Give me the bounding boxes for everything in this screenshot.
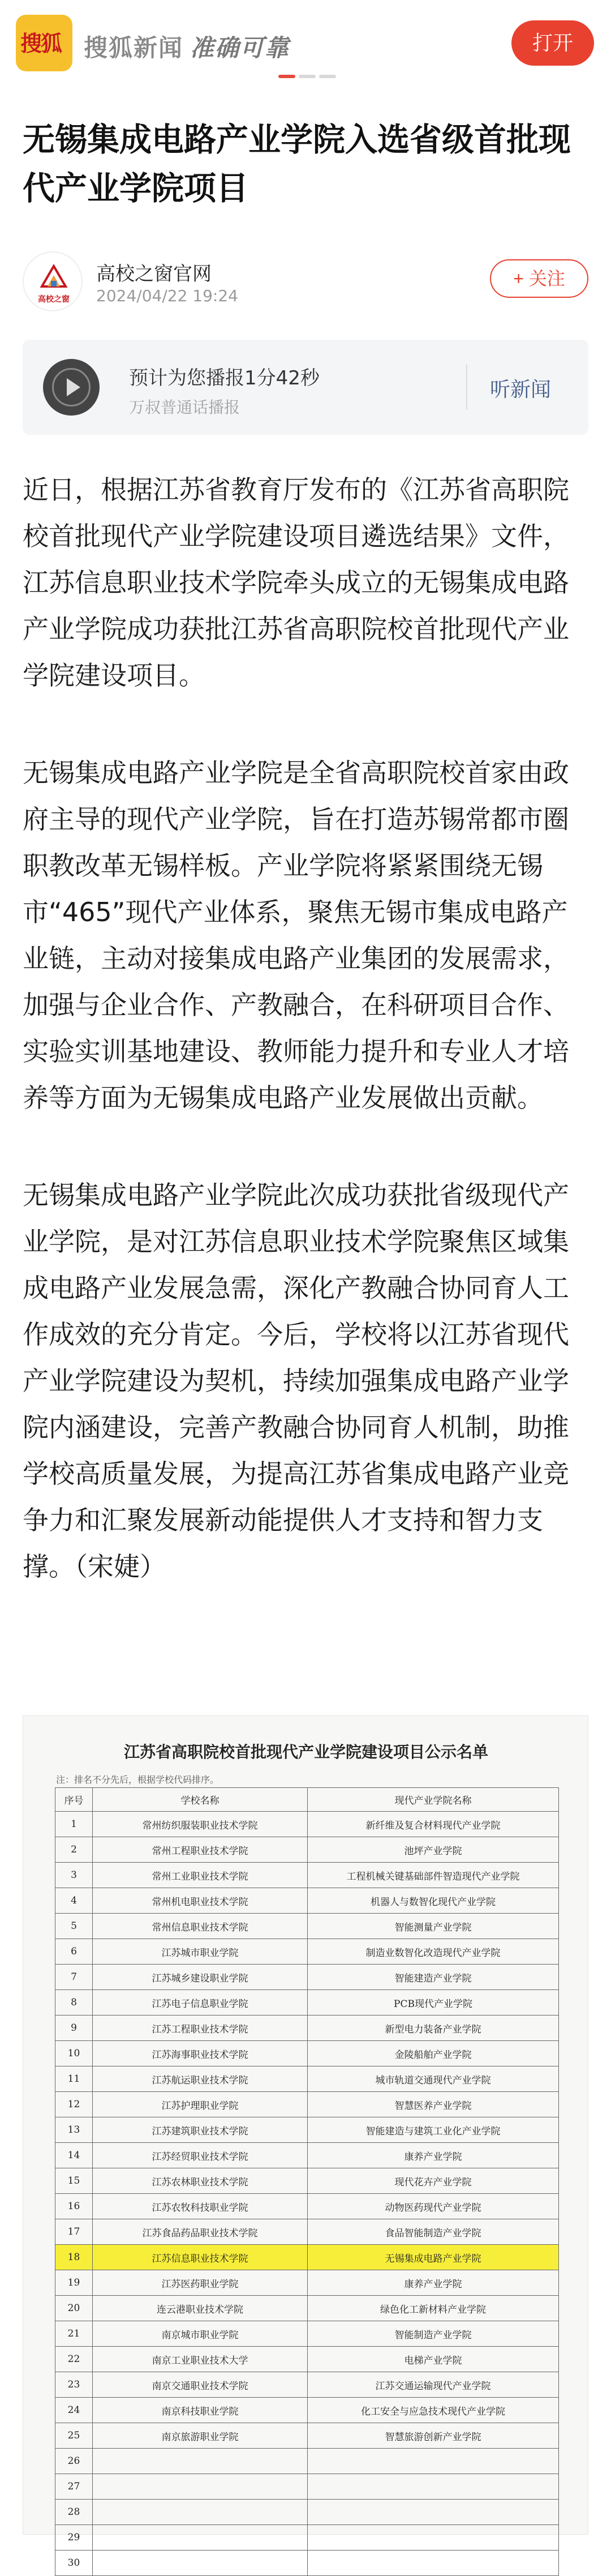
cell-index: 17	[55, 2219, 93, 2245]
project-list-table	[55, 1787, 559, 2576]
table-row	[55, 2423, 559, 2449]
cell-school: 江苏农林职业技术学院	[93, 2168, 308, 2194]
cell-school: 江苏电子信息职业学院	[93, 1990, 308, 2016]
audio-divider	[466, 365, 467, 410]
cell-college	[308, 2551, 559, 2576]
cell-college: 新纤维及复合材料现代产业学院	[308, 1812, 559, 1837]
cell-index: 10	[55, 2041, 93, 2066]
cell-college	[308, 2449, 559, 2474]
brand-label: 搜狐新闻	[84, 34, 184, 62]
cell-index: 25	[55, 2423, 93, 2449]
document-note: 注：排名不分先后，根据学校代码排序。	[56, 1774, 220, 1785]
table-row	[55, 1888, 559, 1914]
cell-index: 3	[55, 1863, 93, 1888]
cell-index: 12	[55, 2092, 93, 2117]
publish-date: 2024/04/22 19:24	[96, 286, 238, 305]
indicator-dot	[299, 75, 316, 78]
cell-index: 5	[55, 1914, 93, 1939]
table-row	[55, 2245, 559, 2270]
table-row	[55, 2347, 559, 2372]
cell-school: 江苏护理职业学院	[93, 2092, 308, 2117]
cell-index: 9	[55, 2016, 93, 2041]
cell-college: 江苏交通运输现代产业学院	[308, 2372, 559, 2398]
cell-college	[308, 2474, 559, 2500]
cell-college: 无锡集成电路产业学院	[308, 2245, 559, 2270]
cell-college: 康养产业学院	[308, 2270, 559, 2296]
audio-voice-text: 万叔普通话播报	[129, 398, 240, 417]
audio-duration-text: 预计为您播报1分42秒	[129, 367, 320, 390]
table-row	[55, 2474, 559, 2500]
cell-school: 江苏农牧科技职业学院	[93, 2194, 308, 2219]
cell-school	[93, 2525, 308, 2551]
cell-college: PCB现代产业学院	[308, 1990, 559, 2016]
article-paragraph: 无锡集成电路产业学院是全省高职院校首家由政府主导的现代产业学院，旨在打造苏锡常都市圈职教改革无锡样板。产业学院将紧紧围绕无锡市“465”现代产业体系，聚焦无锡市集成电路产业链，主动对接集成电路产业集团的发展需求，加强与企业合作、产教融合，在科研项目合作、实验实训基地建设、教师能力提升和专业人才培养等方面为无锡集成电路产业发展做出贡献。	[23, 758, 569, 1113]
cell-school: 南京城市职业学院	[93, 2321, 308, 2347]
cell-college: 城市轨道交通现代产业学院	[308, 2066, 559, 2092]
table-row	[55, 2117, 559, 2143]
cell-college: 康养产业学院	[308, 2143, 559, 2168]
author-name[interactable]: 高校之窗官网	[96, 263, 212, 285]
table-row	[55, 2194, 559, 2219]
logo-text: 搜狐	[20, 31, 62, 56]
play-icon	[67, 378, 80, 396]
cell-school: 江苏信息职业技术学院	[93, 2245, 308, 2270]
cell-college: 现代花卉产业学院	[308, 2168, 559, 2194]
carousel-indicator	[278, 75, 358, 78]
cell-index: 28	[55, 2500, 93, 2525]
cell-index: 11	[55, 2066, 93, 2092]
cell-school	[93, 2449, 308, 2474]
table-row	[55, 2143, 559, 2168]
table-row	[55, 1812, 559, 1837]
cell-school: 江苏航运职业技术学院	[93, 2066, 308, 2092]
document-title: 江苏省高职院校首批现代产业学院建设项目公示名单	[123, 1743, 488, 1761]
cell-school: 江苏城市职业学院	[93, 1939, 308, 1965]
sohu-logo-icon[interactable]	[16, 15, 72, 71]
cell-school: 江苏食品药品职业技术学院	[93, 2219, 308, 2245]
table-row	[55, 2092, 559, 2117]
cell-index: 29	[55, 2525, 93, 2551]
table-row	[55, 1863, 559, 1888]
listen-news-button[interactable]: 听新闻	[490, 378, 552, 401]
cell-index: 20	[55, 2296, 93, 2321]
school-logo-icon	[40, 264, 68, 290]
cell-college: 电梯产业学院	[308, 2347, 559, 2372]
table-row	[55, 2525, 559, 2551]
cell-index: 18	[55, 2245, 93, 2270]
cell-school: 江苏建筑职业技术学院	[93, 2117, 308, 2143]
header-school: 学校名称	[93, 1788, 308, 1812]
table-row	[55, 1965, 559, 1990]
cell-index: 15	[55, 2168, 93, 2194]
header-index: 序号	[55, 1788, 93, 1812]
table-row	[55, 1914, 559, 1939]
cell-school: 连云港职业技术学院	[93, 2296, 308, 2321]
article-paragraph: 无锡集成电路产业学院此次成功获批省级现代产业学院，是对江苏信息职业技术学院聚焦区域集成电路产业发展急需，深化产教融合协同育人工作成效的充分肯定。今后，学校将以江苏省现代产业学院建设为契机，持续加强集成电路产业学院内涵建设，完善产教融合协同育人机制，助推学校高质量发展，为提高江苏省集成电路产业竞争力和汇聚发展新动能提供人才支持和智力支撑。（宋婕）	[23, 1180, 569, 1582]
cell-index: 24	[55, 2398, 93, 2423]
table-row	[55, 2270, 559, 2296]
cell-college: 智能测量产业学院	[308, 1914, 559, 1939]
table-row	[55, 2016, 559, 2041]
cell-college: 智慧旅游创新产业学院	[308, 2423, 559, 2449]
cell-college: 食品智能制造产业学院	[308, 2219, 559, 2245]
cell-school: 常州信息职业技术学院	[93, 1914, 308, 1939]
cell-index: 4	[55, 1888, 93, 1914]
cell-index: 19	[55, 2270, 93, 2296]
cell-school: 江苏城乡建设职业学院	[93, 1965, 308, 1990]
cell-index: 8	[55, 1990, 93, 2016]
cell-college: 智能制造产业学院	[308, 2321, 559, 2347]
cell-college: 动物医药现代产业学院	[308, 2194, 559, 2219]
article-paragraph: 近日，根据江苏省教育厅发布的《江苏省高职院校首批现代产业学院建设项目遴选结果》文件，江苏信息职业技术学院牵头成立的无锡集成电路产业学院成功获批江苏省高职院校首批现代产业学院建设项目。	[23, 474, 569, 691]
cell-index: 13	[55, 2117, 93, 2143]
follow-button[interactable]: + 关注	[490, 259, 588, 298]
cell-college: 智能建造产业学院	[308, 1965, 559, 1990]
table-row	[55, 2168, 559, 2194]
cell-index: 22	[55, 2347, 93, 2372]
open-app-button[interactable]: 打开	[511, 20, 594, 66]
cell-index: 23	[55, 2372, 93, 2398]
cell-college: 池坪产业学院	[308, 1837, 559, 1863]
cell-school: 南京旅游职业学院	[93, 2423, 308, 2449]
cell-school: 南京交通职业技术学院	[93, 2372, 308, 2398]
table-row	[55, 2066, 559, 2092]
cell-school: 常州工程职业技术学院	[93, 1837, 308, 1863]
cell-college: 智能建造与建筑工业化产业学院	[308, 2117, 559, 2143]
author-avatar[interactable]	[23, 251, 83, 311]
cell-college: 智慧医养产业学院	[308, 2092, 559, 2117]
cell-index: 21	[55, 2321, 93, 2347]
cell-college	[308, 2500, 559, 2525]
cell-school	[93, 2500, 308, 2525]
table-row	[55, 2449, 559, 2474]
cell-college: 工程机械关键基础部件智造现代产业学院	[308, 1863, 559, 1888]
cell-school	[93, 2551, 308, 2576]
cell-college: 制造业数智化改造现代产业学院	[308, 1939, 559, 1965]
cell-index: 26	[55, 2449, 93, 2474]
article-title: 无锡集成电路产业学院入选省级首批现代产业学院项目	[23, 121, 571, 207]
table-row	[55, 2321, 559, 2347]
table-row	[55, 2219, 559, 2245]
cell-college: 金陵船舶产业学院	[308, 2041, 559, 2066]
cell-index: 14	[55, 2143, 93, 2168]
avatar-text: 高校之窗	[38, 295, 70, 304]
cell-school: 江苏医药职业学院	[93, 2270, 308, 2296]
document-image[interactable]	[23, 1715, 588, 2569]
brand-slogan: 准确可靠	[190, 34, 290, 62]
cell-index: 16	[55, 2194, 93, 2219]
cell-school: 南京工业职业技术大学	[93, 2347, 308, 2372]
cell-school: 常州工业职业技术学院	[93, 1863, 308, 1888]
table-header-row	[55, 1788, 559, 1812]
cell-school: 江苏经贸职业技术学院	[93, 2143, 308, 2168]
table-row	[55, 2500, 559, 2525]
table-row	[55, 1837, 559, 1863]
cell-index: 30	[55, 2551, 93, 2576]
cell-index: 7	[55, 1965, 93, 1990]
table-row	[55, 2398, 559, 2423]
brand-name	[84, 29, 290, 63]
cell-college	[308, 2525, 559, 2551]
cell-index: 1	[55, 1812, 93, 1837]
table-row	[55, 1939, 559, 1965]
table-row	[55, 2041, 559, 2066]
table-row	[55, 2296, 559, 2321]
cell-index: 2	[55, 1837, 93, 1863]
table-row	[55, 2372, 559, 2398]
cell-school	[93, 2474, 308, 2500]
audio-player	[23, 340, 588, 435]
cell-school: 江苏工程职业技术学院	[93, 2016, 308, 2041]
cell-college: 新型电力装备产业学院	[308, 2016, 559, 2041]
indicator-dot-active	[278, 75, 295, 78]
cell-college: 化工安全与应急技术现代产业学院	[308, 2398, 559, 2423]
header-college: 现代产业学院名称	[308, 1788, 559, 1812]
cell-college: 机器人与数智化现代产业学院	[308, 1888, 559, 1914]
table-row	[55, 1990, 559, 2016]
cell-school: 常州纺织服装职业技术学院	[93, 1812, 308, 1837]
cell-college: 绿色化工新材料产业学院	[308, 2296, 559, 2321]
play-button[interactable]	[43, 359, 100, 416]
cell-school: 常州机电职业技术学院	[93, 1888, 308, 1914]
cell-school: 南京科技职业学院	[93, 2398, 308, 2423]
app-header	[0, 0, 611, 85]
cell-index: 6	[55, 1939, 93, 1965]
table-row	[55, 2551, 559, 2576]
cell-index: 27	[55, 2474, 93, 2500]
cell-school: 江苏海事职业技术学院	[93, 2041, 308, 2066]
indicator-dot	[319, 75, 336, 78]
